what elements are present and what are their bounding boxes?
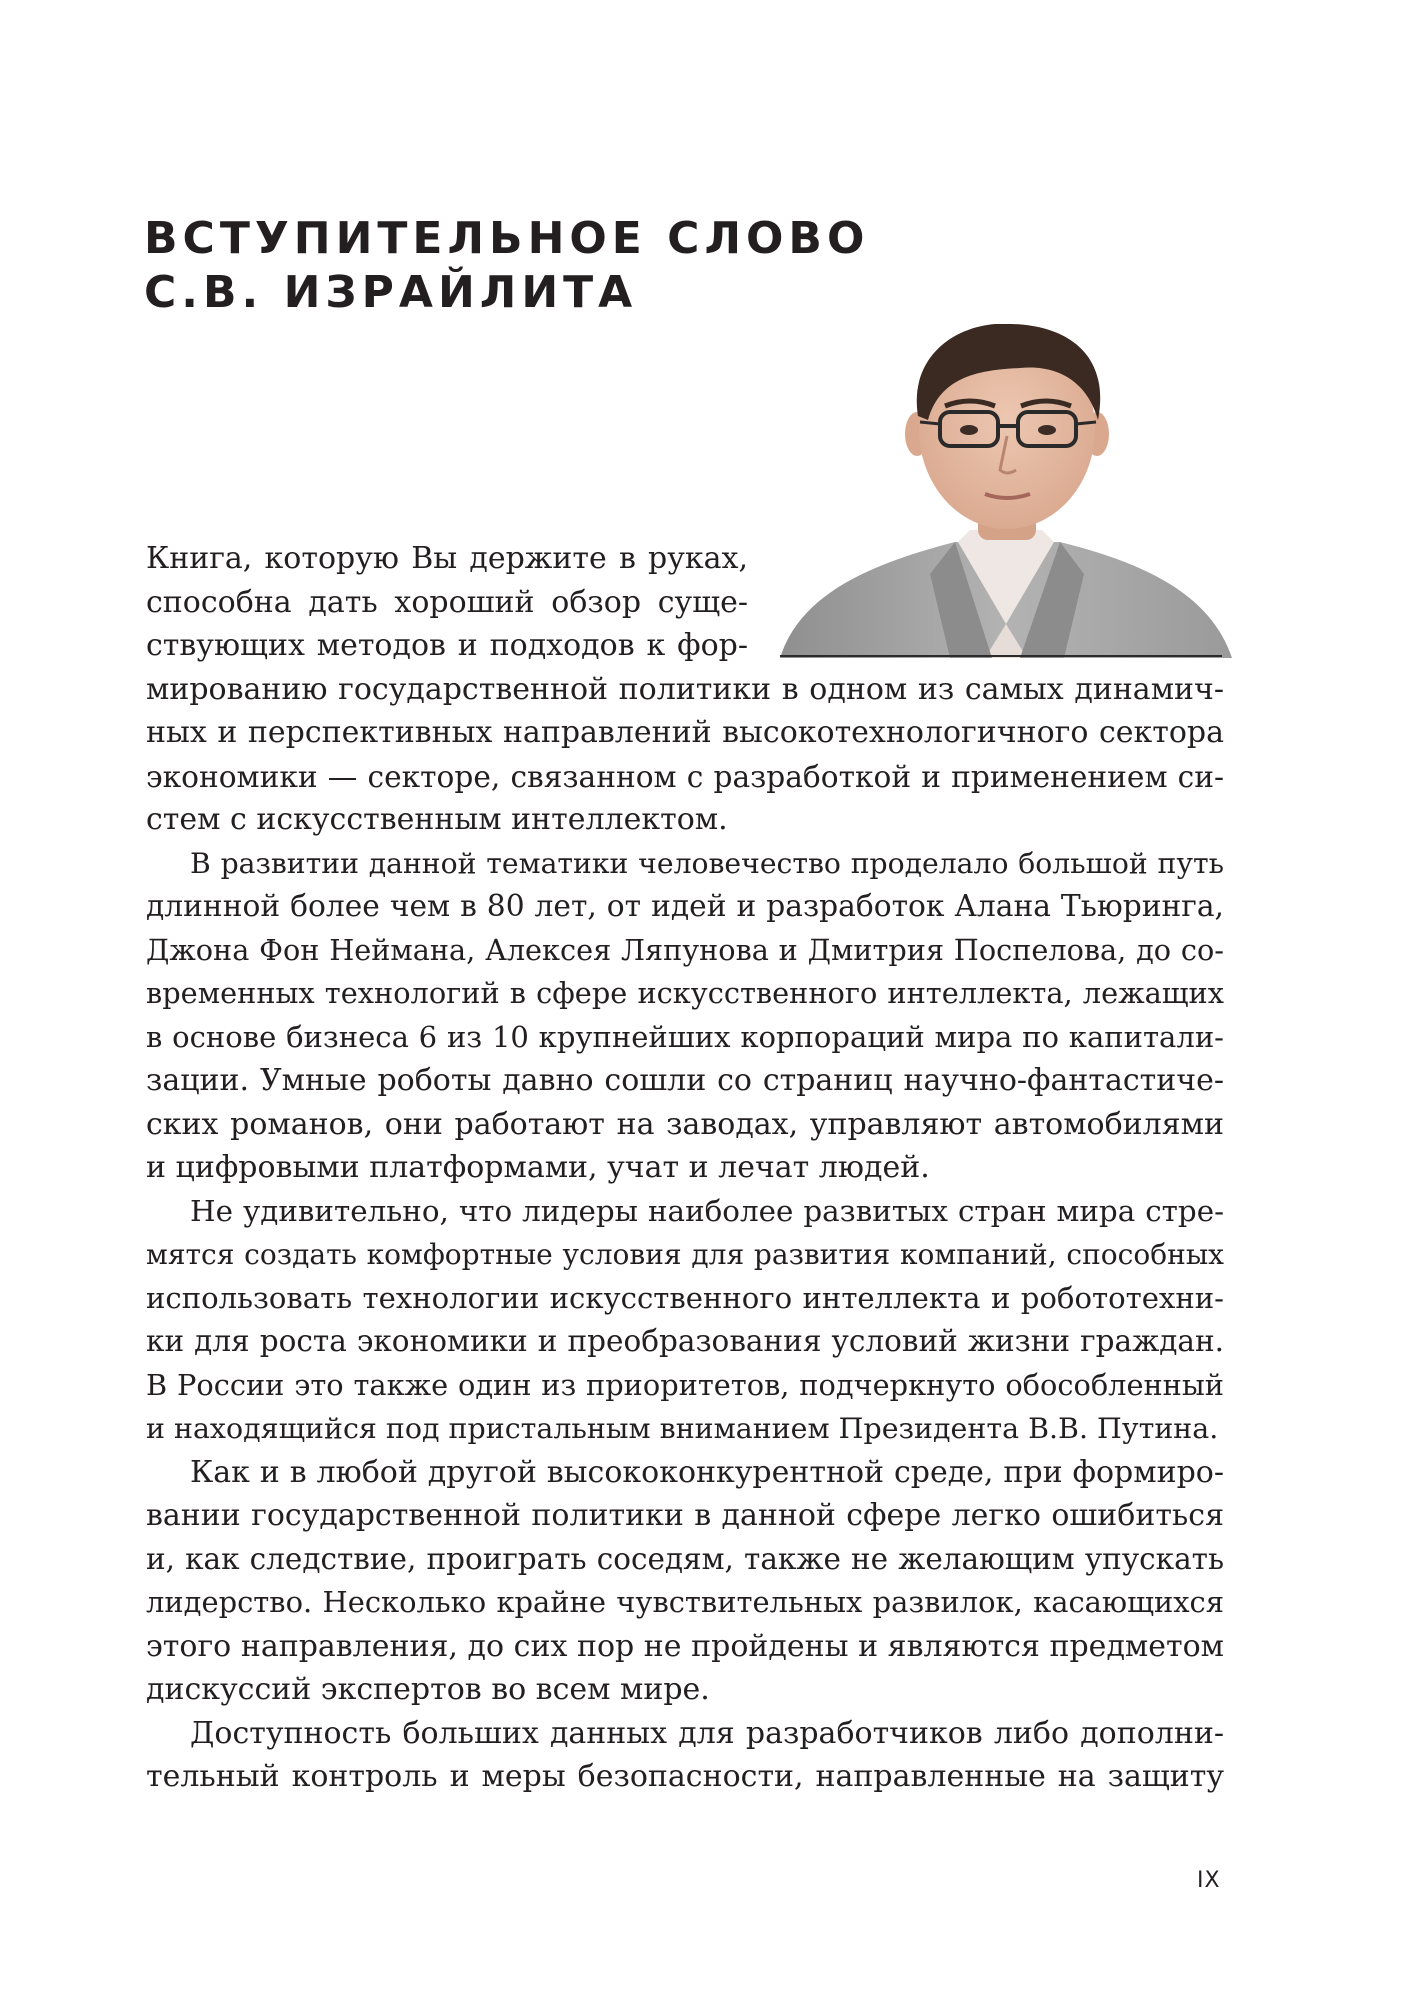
text-line: В России это также один из приоритетов, подчеркнуто обособленный <box>146 1367 1224 1402</box>
chapter-title <box>144 212 869 320</box>
text-line: ных и перспективных направлений высокотехнологичного сектора <box>146 715 1224 750</box>
text-line: временных технологий в сфере искусственного интеллекта, лежащих <box>146 976 1224 1010</box>
text-line: ки для роста экономики и преобразования условий жизни граждан. <box>146 1324 1224 1358</box>
text-line: и, как следствие, проиграть соседям, также не желающим упускать <box>146 1541 1224 1576</box>
text-line: длинной более чем в 80 лет, от идей и разработок Алана Тьюринга, <box>146 889 1224 924</box>
text-line: Как и в любой другой высококонкурентной среде, при формиро- <box>190 1454 1224 1490</box>
text-line: лидерство. Несколько крайне чувствительных развилок, касающихся <box>146 1585 1224 1619</box>
text-line: экономики — секторе, связанном с разработкой и применением си- <box>146 758 1224 794</box>
text-line: тельный контроль и меры безопасности, направленные на защиту <box>146 1759 1224 1794</box>
paragraph <box>146 537 1224 842</box>
text-line: и цифровыми платформами, учат и лечат людей. <box>146 1150 930 1185</box>
text-line: способна дать хороший обзор суще- <box>146 584 748 620</box>
paragraph <box>146 1190 1224 1451</box>
body-text <box>146 537 1224 1799</box>
text-line: дискуссий экспертов во всем мире. <box>146 1672 710 1707</box>
text-line: ских романов, они работают на заводах, управляют автомобилями <box>146 1106 1224 1142</box>
text-line: Не удивительно, что лидеры наиболее развитых стран мира стре- <box>190 1193 1224 1228</box>
paragraph <box>146 842 1224 1190</box>
paragraph <box>146 1451 1224 1712</box>
text-line: Джона Фон Неймана, Алексея Ляпунова и Дмитрия Поспелова, до со- <box>146 932 1224 967</box>
page-number: IX <box>1197 1868 1221 1893</box>
text-line: и находящийся под пристальным вниманием Президента В.В. Путина. <box>146 1412 1219 1445</box>
text-line: вании государственной политики в данной сфере легко ошибиться <box>146 1498 1224 1533</box>
text-line: ствующих методов и подходов к фор- <box>146 628 748 663</box>
text-line: использовать технологии искусственного интеллекта и робототехни- <box>146 1280 1224 1315</box>
text-line: зации. Умные роботы давно сошли со страниц научно-фантастиче- <box>146 1063 1224 1098</box>
text-line: Книга, которую Вы держите в руках, <box>146 541 748 576</box>
paragraph <box>146 1712 1224 1799</box>
text-line: стем с искусственным интеллектом. <box>146 802 728 837</box>
chapter-title-line-1: ВСТУПИТЕЛЬНОЕ СЛОВО <box>144 213 870 264</box>
chapter-title-line-2: С.В. ИЗРАЙЛИТА <box>144 267 638 318</box>
text-line: Доступность больших данных для разработчиков либо дополни- <box>190 1715 1224 1751</box>
text-line: мированию государственной политики в одном из самых динамич- <box>146 671 1224 707</box>
text-line: этого направления, до сих пор не пройдены и являются предметом <box>146 1628 1224 1664</box>
text-line: В развитии данной тематики человечество проделало большой путь <box>190 846 1224 880</box>
text-line: мятся создать комфортные условия для развития компаний, способных <box>146 1238 1224 1271</box>
text-line: в основе бизнеса 6 из 10 крупнейших корпораций мира по капитали- <box>146 1019 1224 1054</box>
